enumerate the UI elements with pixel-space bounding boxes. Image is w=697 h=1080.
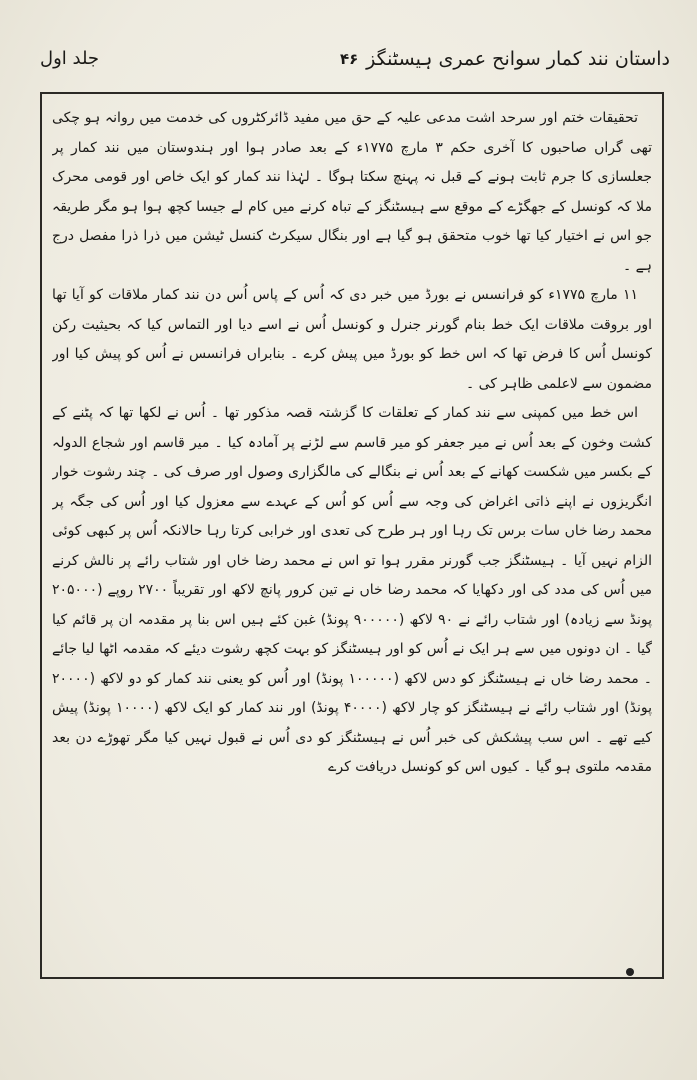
volume-label: جلد اول <box>40 48 100 69</box>
page-header <box>40 40 670 88</box>
paragraph: ۱۱ مارچ ۱۷۷۵ء کو فرانسس نے بورڈ میں خبر دی کہ اُس کے پاس اُس دن نند کمار ملاقات کو آیا تھا اور بروقت ملاقات ایک خط بنام گورنر جنرل و کونسل اُس نے اسے دیا اور التماس کیا کہ بحیثیت رکن کونسل اُس کا فرض تھا کہ اس خط کو بورڈ میں پیش کرے ۔ بنابراں فرانسس نے اُس کو پیش کیا اور مضمون سے لاعلمی ظاہر کی ۔ <box>52 287 652 392</box>
paragraph: تحقیقات ختم اور سرحد اشت مدعی علیہ کے حق میں مفید ڈائرکٹروں کی خدمت میں روانہ ہو چکی تھی گراں صاحبوں کا آخری حکم ۳ مارچ ۱۷۷۵ء کے بعد صادر ہوا اور ہندوستان میں نند کمار پر جعلسازی کا جرم ثابت ہونے کے قبل نہ پہنچ سکتا ہوگا ۔ لہٰذا نند کمار کو ایک خاص اور قومی محرک ملا کہ کونسل کے جھگڑے کے موقع سے ہیسٹنگز کے تباہ کرنے میں کام لے جیسا کچھ ہوا ہو مگر طریقہ جو اس نے اختیار کیا تھا خوب متحقق ہو گیا ہے اور بنگال سیکرٹ کنسل ٹیشن میں ذرا ذرا مفصل درج ہے ۔ <box>52 110 652 274</box>
paragraph: اس خط میں کمپنی سے نند کمار کے تعلقات کا گزشتہ قصہ مذکور تھا ۔ اُس نے لکھا تھا کہ پٹنے کے کشت وخون کے بعد اُس نے میر جعفر کو میر قاسم سے لڑنے پر آمادہ کیا ۔ میر قاسم اور شجاع الدولہ کے بکسر میں شکست کھانے کے بعد اُس نے بنگالے کی مالگزاری وصول اور صرف کی ۔ چند رشوت خوار انگریزوں نے اپنے ذاتی اغراض کی وجہ سے اُس کو اُس کے عہدے سے معزول کیا اور اُس کی جگہ پر محمد رضا خاں سات برس تک رہا اور ہر طرح کی تعدی اور خرابی کرتا رہا حالانکہ اُس پر کبھی کوئی الزام نہیں آیا ۔ ہیسٹنگز جب گورنر مقرر ہوا تو اس نے محمد رضا خاں اور شتاب رائے پر نالش کرنے میں اُس کی مدد کی اور دکھایا کہ محمد رضا خاں نے تین کرور پانچ لاکھ اور تقریباً ۲۷۰۰ روپے (۲۰۵۰۰۰ پونڈ سے زیادہ) اور شتاب رائے نے ۹۰ لاکھ (۹۰۰۰۰۰ پونڈ) غبن کئے ہیں اس بنا پر مقدمہ ان پر قائم کیا گیا ۔ ان دونوں میں سے ہر ایک نے اُس کو اور ہیسٹنگز کو بہت کچھ رشوت دیئے کہ مقدمہ اٹھا لیا جائے ۔ محمد رضا خاں نے ہیسٹنگز کو دس لاکھ (۱۰۰۰۰۰ پونڈ) اور اُس کو یعنی نند کمار کو دو لاکھ (۲۰۰۰۰ پونڈ) اور شتاب رائے نے ہیسٹنگز کو چار لاکھ (۴۰۰۰۰ پونڈ) اور نند کمار کو ایک لاکھ (۱۰۰۰۰ پونڈ) پیش کیے تھے ۔ اس سب پیشکش کی خبر اُس نے ہیسٹنگز کو دی اُس نے قبول نہیں کیا مگر تھوڑے دن بعد مقدمہ ملتوی ہو گیا ۔ کیوں اس کو کونسل دریافت کرے <box>52 405 652 775</box>
margin-dot <box>626 968 634 976</box>
running-title: داستان نند کمار سوانح عمری ہیسٹنگز <box>366 48 670 70</box>
body-text <box>52 104 652 970</box>
page-number: ۴۶ <box>340 50 359 68</box>
